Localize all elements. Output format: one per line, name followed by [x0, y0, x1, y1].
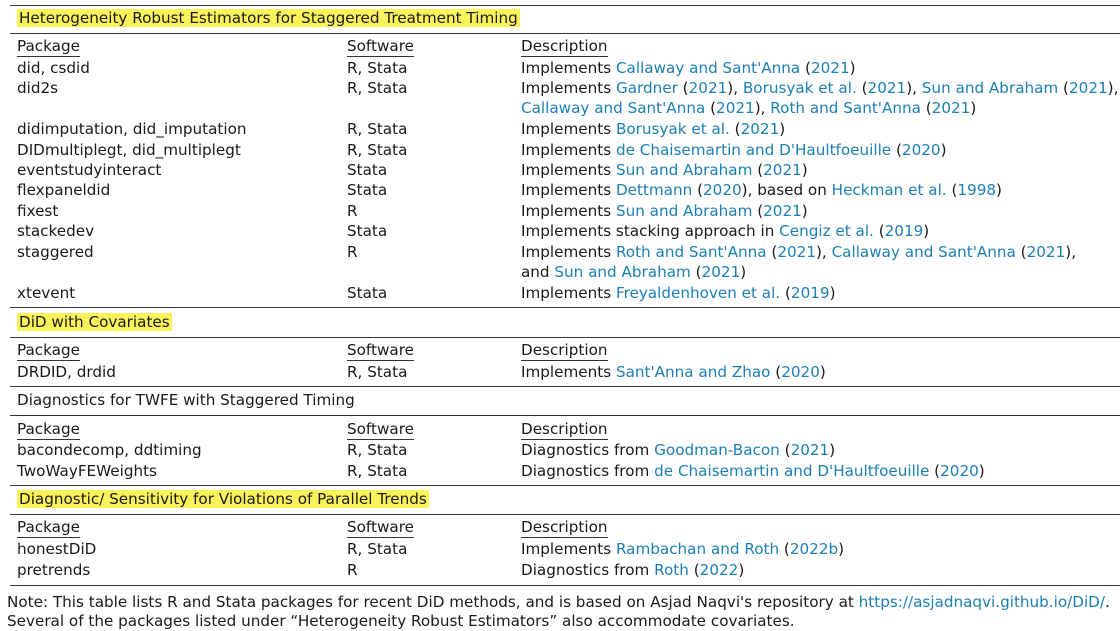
citation-link[interactable]: Cengiz et al. — [779, 222, 874, 240]
citation-year-link[interactable]: 2021 — [763, 202, 802, 220]
section-title: DiD with Covariates — [19, 313, 170, 331]
citation-link[interactable]: Sant'Anna and Zhao — [615, 363, 771, 381]
citation-link[interactable]: Sun and Abraham — [615, 202, 753, 220]
citation-year-link[interactable]: 2021 — [931, 99, 971, 117]
table-bottom-rule — [10, 585, 1120, 586]
citation-year-link[interactable]: 2020 — [901, 141, 941, 159]
citation-link[interactable]: Freyaldenhoven et al. — [615, 284, 781, 302]
citation-link[interactable]: Dettmann — [615, 181, 693, 199]
citation-link[interactable]: Sun and Abraham — [921, 79, 1059, 97]
section-title: Heterogeneity Robust Estimators for Staggered Treatment Timing — [19, 9, 518, 27]
citation-link[interactable]: Borusyak et al. — [615, 120, 730, 138]
section-rule — [10, 415, 1120, 416]
citation-year-link[interactable]: 2022 — [699, 561, 739, 579]
table-note-line2: Several of the packages listed under “Heterogeneity Robust Estimators” also accommodate covariates. — [7, 612, 795, 630]
section-title: Diagnostic/ Sensitivity for Violations of Parallel Trends — [19, 490, 427, 508]
citation-year-link[interactable]: 2019 — [790, 284, 830, 302]
citation-year-link[interactable]: 2020 — [781, 363, 820, 381]
citation-year-link[interactable]: 2021 — [716, 99, 755, 117]
citation-year-link[interactable]: 2020 — [703, 181, 742, 199]
citation-year-link[interactable]: 2021 — [688, 79, 728, 97]
citation-link[interactable]: de Chaisemartin and D'Haultfoeuille — [654, 462, 930, 480]
section-rule — [10, 33, 1120, 34]
section-rule — [10, 386, 1120, 387]
citation-link[interactable]: Callaway and Sant'Anna — [831, 243, 1016, 261]
citation-link[interactable]: Rambachan and Roth — [615, 540, 780, 558]
citation-year-link[interactable]: 1998 — [957, 181, 997, 199]
section-title: Diagnostics for TWFE with Staggered Timing — [17, 391, 355, 409]
citation-link[interactable]: Goodman-Bacon — [654, 441, 780, 459]
citation-year-link[interactable]: 2021 — [777, 243, 816, 261]
citation-link[interactable]: Callaway and Sant'Anna — [521, 99, 706, 117]
citation-link[interactable]: de Chaisemartin and D'Haultfoeuille — [615, 141, 892, 159]
citation-year-link[interactable]: 2021 — [867, 79, 907, 97]
repository-link[interactable]: https://asjadnaqvi.github.io/DiD/ — [858, 593, 1105, 611]
section-rule — [10, 337, 1120, 338]
citation-year-link[interactable]: 2021 — [790, 441, 830, 459]
table-note: Note: This table lists R and Stata packages for recent DiD methods, and is based on Asjad Naqvi's repository at https://asjadnaqvi.github.io/DiD/. — [7, 593, 1110, 611]
citation-link[interactable]: Sun and Abraham — [615, 161, 753, 179]
section-rule — [10, 514, 1120, 515]
citation-link[interactable]: Roth and Sant'Anna — [615, 243, 767, 261]
citation-link[interactable]: Callaway and Sant'Anna — [615, 59, 801, 77]
citation-year-link[interactable]: 2020 — [940, 462, 979, 480]
citation-link[interactable]: Borusyak et al. — [742, 79, 857, 97]
citation-link[interactable]: Roth — [654, 561, 689, 579]
top-rule — [10, 5, 1120, 6]
citation-link[interactable]: Roth and Sant'Anna — [770, 99, 921, 117]
citation-year-link[interactable]: 2022b — [789, 540, 839, 558]
citation-year-link[interactable]: 2021 — [701, 263, 741, 281]
section-rule — [10, 485, 1120, 486]
citation-year-link[interactable]: 2021 — [1026, 243, 1066, 261]
citation-year-link[interactable]: 2021 — [763, 161, 802, 179]
section-rule — [10, 307, 1120, 308]
citation-year-link[interactable]: 2019 — [884, 222, 924, 240]
citation-link[interactable]: Gardner — [615, 79, 678, 97]
citation-year-link[interactable]: 2021 — [740, 120, 780, 138]
citation-link[interactable]: Sun and Abraham — [554, 263, 691, 281]
citation-year-link[interactable]: 2021 — [810, 59, 850, 77]
citation-link[interactable]: Heckman et al. — [831, 181, 947, 199]
citation-year-link[interactable]: 2021 — [1069, 79, 1108, 97]
